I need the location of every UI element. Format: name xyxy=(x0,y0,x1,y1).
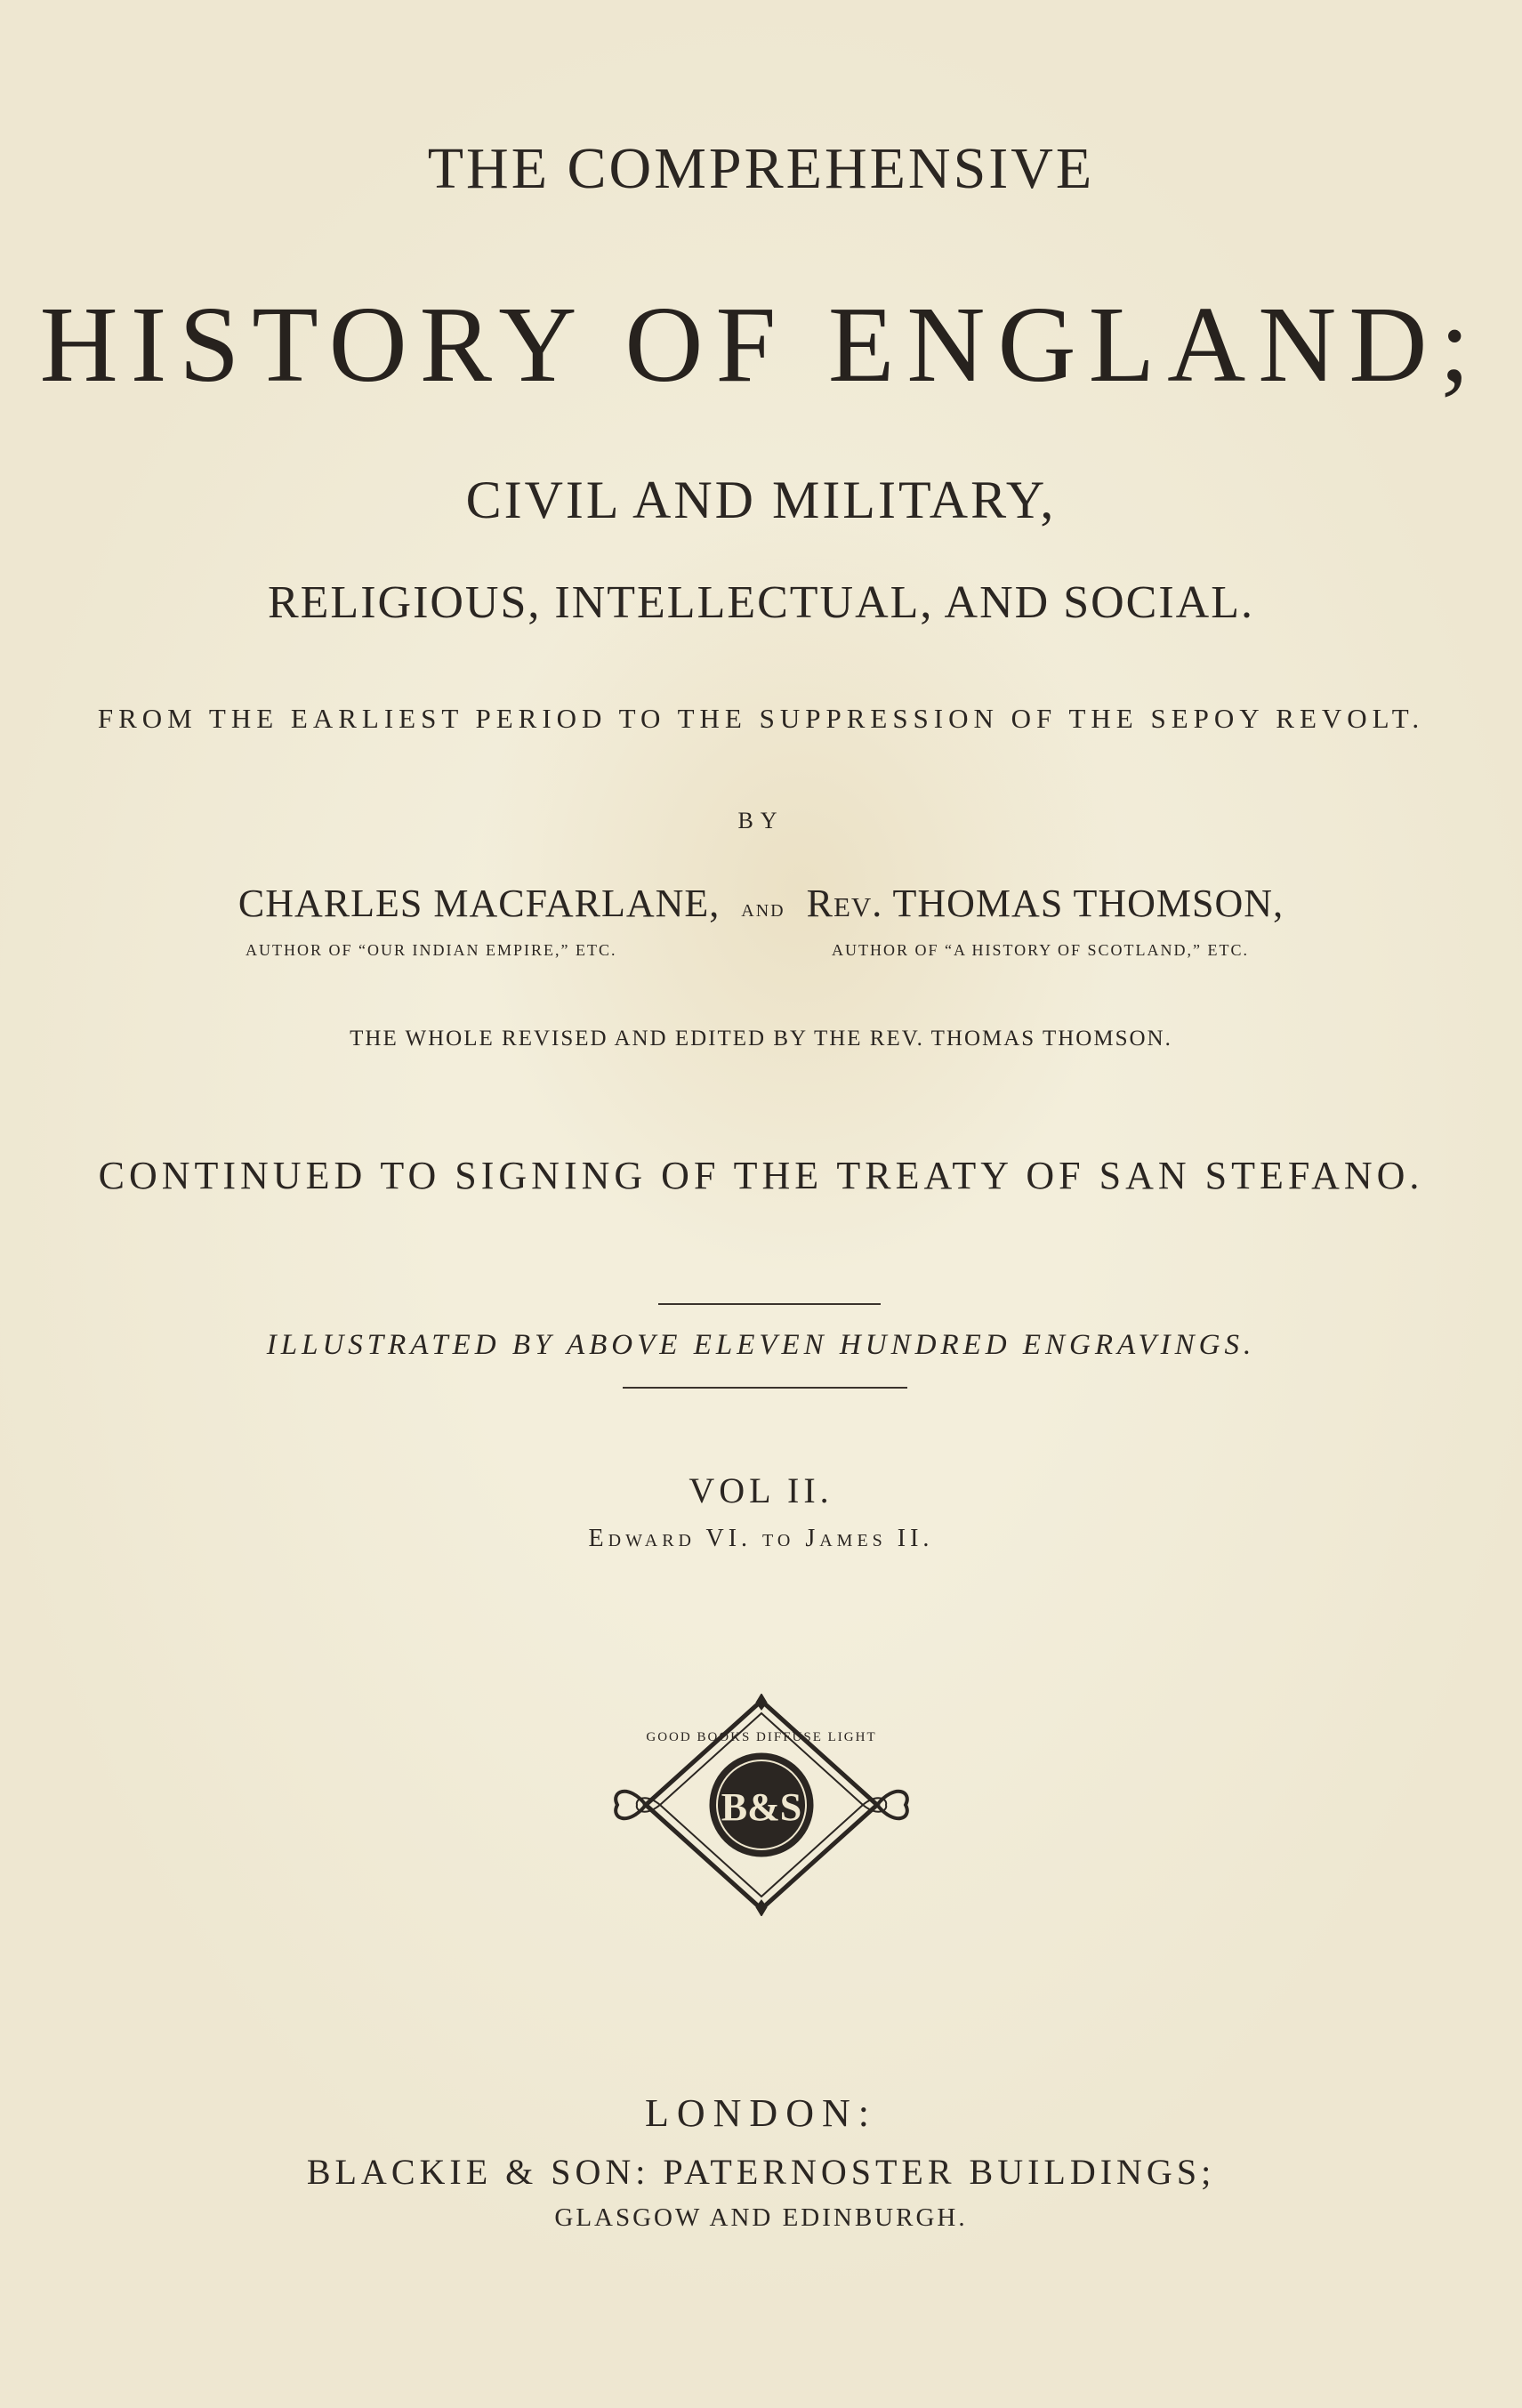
emblem-monogram: B&S xyxy=(721,1785,802,1829)
emblem-svg xyxy=(610,1694,913,1916)
author-2-credit: AUTHOR OF “A HISTORY OF SCOTLAND,” ETC. xyxy=(832,941,1250,959)
emblem-top-finial xyxy=(756,1694,767,1710)
authors-line xyxy=(0,881,1522,926)
main-title: HISTORY OF ENGLAND; xyxy=(39,285,1483,405)
author-1-credit: AUTHOR OF “OUR INDIAN EMPIRE,” ETC. xyxy=(246,941,617,959)
divider-rule-top xyxy=(658,1303,881,1305)
and-conjunction: AND xyxy=(741,901,785,921)
emblem-bottom-finial xyxy=(756,1900,767,1916)
emblem-left-scroll xyxy=(616,1792,646,1818)
imprint-locations: GLASGOW AND EDINBURGH. xyxy=(554,2203,968,2232)
period-statement: FROM THE EARLIEST PERIOD TO THE SUPPRESSION OF THE SEPOY REVOLT. xyxy=(97,703,1425,734)
subtitle-civil-military: CIVIL AND MILITARY, xyxy=(465,471,1057,529)
title-kicker: THE COMPREHENSIVE xyxy=(427,136,1095,201)
illustrations-note: ILLUSTRATED BY ABOVE ELEVEN HUNDRED ENGRAVINGS. xyxy=(266,1329,1256,1361)
emblem-right-scroll xyxy=(877,1792,907,1818)
imprint-publisher: BLACKIE & SON: PATERNOSTER BUILDINGS; xyxy=(306,2152,1216,2192)
subtitle-religious-social: RELIGIOUS, INTELLECTUAL, AND SOCIAL. xyxy=(267,577,1254,628)
volume-range: Edward VI. to James II. xyxy=(588,1525,934,1552)
by-label: BY xyxy=(737,808,785,834)
divider-rule-bottom xyxy=(623,1387,907,1389)
author-2-title: Rev. xyxy=(806,882,883,925)
author-thomson: THOMAS THOMSON, xyxy=(892,882,1284,925)
svg-text:GOOD BOOKS DIFFUSE LIGHT xyxy=(646,1730,876,1744)
emblem-motto: GOOD BOOKS DIFFUSE LIGHT xyxy=(646,1730,877,1744)
volume-number: VOL II. xyxy=(689,1470,833,1510)
author-macfarlane: CHARLES MACFARLANE, xyxy=(238,882,721,925)
editor-note: THE WHOLE REVISED AND EDITED BY THE REV. THOMAS THOMSON. xyxy=(350,1027,1172,1051)
publisher-emblem-icon xyxy=(610,1694,913,1916)
imprint-city: LONDON: xyxy=(645,2091,877,2135)
continuation-note: CONTINUED TO SIGNING OF THE TREATY OF SAN STEFANO. xyxy=(98,1154,1424,1197)
